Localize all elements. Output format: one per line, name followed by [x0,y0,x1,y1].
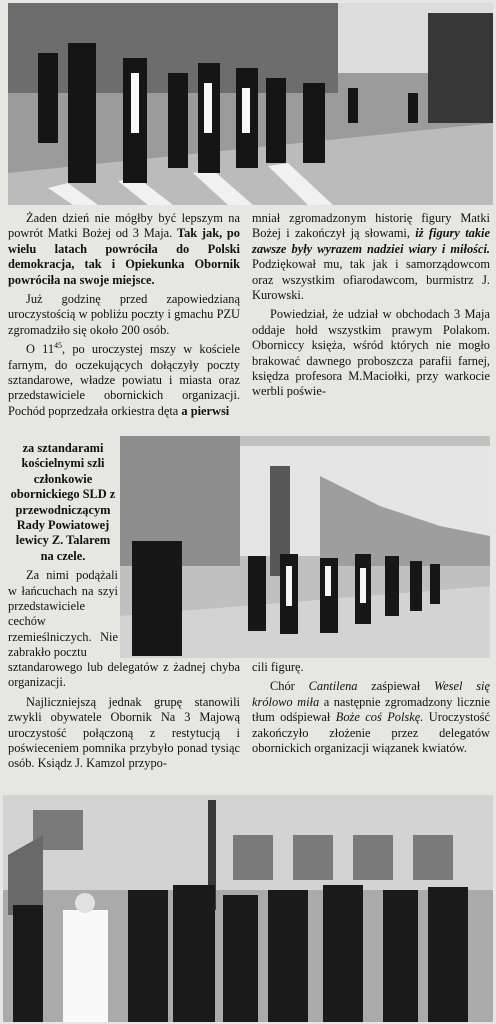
middle-photo-image [120,436,490,658]
choir-text-3: a następnie zgromadzony licznie tłum odśpiewał [252,694,490,725]
middle-photo [120,436,490,658]
bottom-photo-image [3,795,493,1022]
article-column-right-upper [252,211,490,400]
procession-bold-text: a pierwsi [181,403,230,418]
article-column-right-lower [252,660,490,756]
article-column-left-lower [8,660,240,772]
top-photo-image [8,3,493,205]
song-title-2: Boże coś Polskę. [335,710,424,725]
time-text: O 11 [26,342,55,357]
procession-text: , po uroczystej mszy w kościele farnym, do oczekujących dołączyły poczty sztandarowe, władze powiatu i miasta oraz przedstawiciele obornickich organizacji. Pochód poprzedzała orkiestra dęta [8,342,240,418]
paragraph-history [252,211,490,303]
thanks-text: Podziękował mu, tak jak i samorządowcom oraz wszystkim ofiarodawcom, burmistrz J. Kurowski. [252,257,490,303]
paragraph-citizens: Najliczniejszą jednak grupę stanowili zwykli obywatele Obornik Na 3 Majową uroczystość połączoną z restytucją i poświeceniem pomnika przybyło ponad tysiąc osób. Ksiądz J. Kamzol przypo- [8,694,240,771]
article-wrap-column [8,441,118,661]
paragraph-speech: Powiedział, że udział w obchodach 3 Maja oddaje hołd wszystkim prawym Polakom. Oborniccy księża, wśród których nie mogło brakować dawnego proboszcza parafii farnej, księdza profesora M.Maciołki, przy warkocie werbli poświe- [252,307,490,399]
history-text: mniał zgromadzonym historię figury Matki Bożej i zakończył ją słowami, [252,211,490,241]
paragraph-delegates-cont: sztandarowego lub delegatów z żadnej chyba organizacji. [8,660,240,690]
choir-text-4: Uroczystość zakończyło złożenie przez delegatów obornickich organizacji wiązanek kwiatów. [252,710,490,756]
intro-text: Żaden dzień nie mógłby być lepszym na powrót Matki Bożej od 3 Maja. [8,211,240,241]
paragraph-blessing: cili figurę. [252,660,304,674]
paragraph-intro [8,211,240,288]
paragraph-procession [8,342,240,419]
paragraph-choir [252,679,490,756]
choir-text-1: Chór [270,679,309,694]
intro-bold-text: Tak jak, po wielu latach powróciła do Polski demokracja, tak i Opiekunka Obornik powróciła na swoje miejsce. [8,226,240,287]
quote-text: iż figury takie zawsze były wyrazem nadziei wiary i miłości. [252,226,490,256]
choir-text-2: zaśpiewał [357,679,434,694]
top-photo [8,3,493,205]
time-minutes: 45 [54,341,63,351]
choir-name: Cantilena [308,679,358,694]
bottom-photo [3,795,493,1022]
article-column-left-upper [8,211,240,419]
wrap-bold-paragraph: za sztandarami kościelnymi szli członkowie obornickiego SLD z przewodniczącym Rady Powiatowej lewicy Z. Talarem na czele. [10,441,116,563]
wrap-paragraph: Za nimi podążali w łańcuchach na szyi przedstawiciele cechów rzemieślniczych. Nie zabrakło pocztu [8,568,118,660]
song-title-1: Wesel się królowo miła [252,679,490,709]
paragraph-gathering: Już godzinę przed zapowiedzianą uroczystością w pobliżu poczty i gmachu PZU zgromadziło się około 200 osób. [8,292,240,337]
